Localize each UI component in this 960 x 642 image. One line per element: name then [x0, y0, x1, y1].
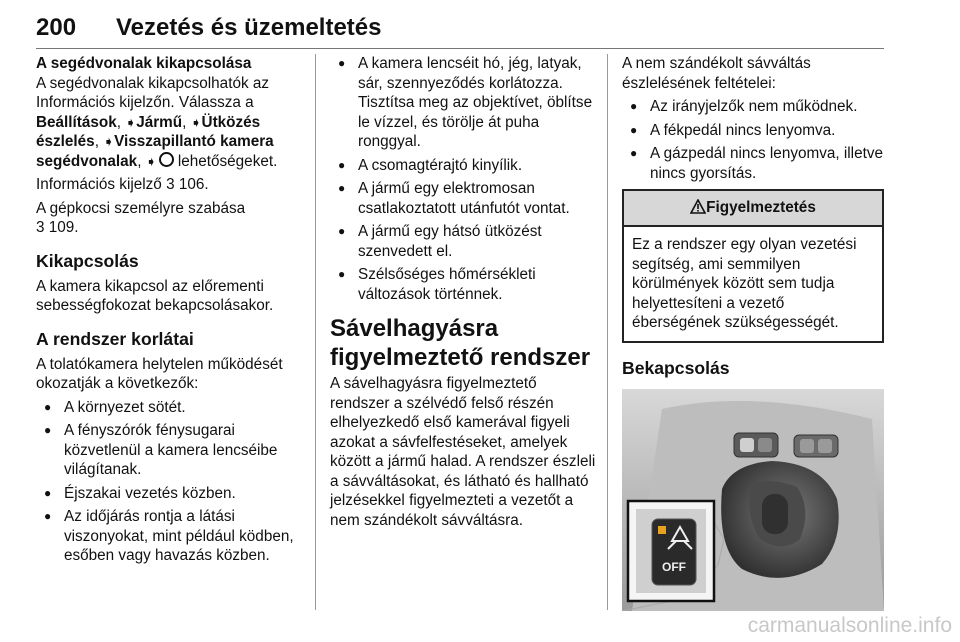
menu-rear-camera: Visszapillantó kamera segédvonalak [36, 133, 274, 170]
page-number: 200 [36, 14, 77, 41]
page-header [36, 14, 884, 49]
heading-guides-off: A segédvonalak kikapcsolása [36, 55, 252, 72]
limits-list-continued [330, 54, 600, 304]
conditions-intro: A nem szándékolt sávváltás észlelésének feltételei: [622, 55, 811, 92]
column-2 [330, 54, 600, 530]
list-item: ● A jármű egy elektromosan csatlakoztatott utánfutót vontat. [330, 179, 600, 218]
heading-activation: Bekapcsolás [622, 357, 730, 378]
ref-arrow-icon: 3 [166, 176, 175, 193]
list-item: ● Éjszakai vezetés közben. [36, 484, 308, 504]
lane-text: A sávelhagyásra figyelmeztető rendszer a szélvédő felső részén elhelyezkedő első kamerával figyeli azokat a sávfelfestéseket, amelyek között a jármű halad. A rendszer észleli a sávváltásokat, és látható és hallható jelzésekkel figyelmezteti a vezetőt a nem szándékolt sávváltásra. [330, 375, 596, 529]
warning-body [624, 227, 882, 341]
menu-settings: Beállítások [36, 113, 117, 131]
warning-triangle-icon [690, 199, 706, 214]
off-button-label: OFF [662, 559, 686, 574]
warning-text: Ez a rendszer egy olyan vezetési segítség, ami semmilyen körülmények között sem tudja helyettesíteni a vezető éberségének szükségességét. [632, 236, 857, 331]
ref-arrow-icon: 3 [36, 219, 45, 236]
warning-header [624, 191, 882, 227]
limits-list [36, 398, 308, 566]
list-item: ● Az irányjelzők nem működnek. [622, 97, 884, 117]
column-3 [622, 54, 884, 611]
center-console-illustration [622, 389, 884, 611]
warning-title: Figyelmeztetés [706, 199, 816, 216]
arrow-icon: ➧ [145, 153, 157, 169]
heading-deactivation: Kikapcsolás [36, 250, 139, 271]
list-item: ● A fényszórók fénysugarai közvetlenül a kamera lencséibe világítanak. [36, 421, 308, 480]
personalization-ref: A gépkocsi személyre szabása 3 109. [36, 199, 246, 236]
arrow-icon: ➧ [103, 134, 115, 149]
deactivation-text: A kamera kikapcsol az előrementi sebességfokozat bekapcsolásakor. [36, 277, 274, 314]
column-divider [315, 54, 316, 610]
arrow-icon: ➧ [125, 114, 137, 130]
page-title: Vezetés és üzemeltetés [116, 14, 382, 41]
watermark: carmanualsonline.info [747, 614, 952, 637]
list-item: ● A kamera lencséit hó, jég, latyak, sár, szennyeződés korlátozza. Tisztítsa meg az objektívet, öblítse le vízzel, és törölje át puha ronggyal. [330, 54, 600, 152]
menu-vehicle: Jármű [136, 113, 183, 131]
list-item: ● A jármű egy hátsó ütközést szenvedett el. [330, 222, 600, 261]
console-photo [622, 389, 884, 611]
column-1 [36, 54, 308, 566]
guides-paragraph: A segédvonalak kikapcsolhatók az Információs kijelzőn. Válassza a Beállítások, ➧Jármű, ➧Ütközés észlelés, ➧Visszapillantó kamera segédvonalak, ➧ lehetőségeket. [36, 74, 278, 170]
heading-limits: A rendszer korlátai [36, 328, 194, 349]
warning-box [622, 189, 884, 343]
info-display-ref: Információs kijelző 3 106. [36, 176, 209, 193]
list-item: ● A környezet sötét. [36, 398, 308, 418]
menu-collision: Ütközés észlelés [36, 113, 261, 150]
list-item: ● Szélsőséges hőmérsékleti változások történnek. [330, 265, 600, 304]
conditions-list [622, 97, 884, 183]
list-item: ● A csomagtérajtó kinyílik. [330, 156, 600, 176]
heading-lane-departure: Sávelhagyásra figyelmeztető rendszer [330, 315, 591, 371]
list-item: ● A gázpedál nincs lenyomva, illetve nincs gyorsítás. [622, 144, 884, 183]
list-item: ● Az időjárás rontja a látási viszonyokat, mint például ködben, esőben vagy havazás közben. [36, 507, 308, 566]
off-circle-icon [159, 152, 174, 167]
list-item: ● A fékpedál nincs lenyomva. [622, 121, 884, 141]
limits-intro: A tolatókamera helytelen működését okozatják a következők: [36, 355, 283, 392]
column-divider [607, 54, 608, 610]
arrow-icon: ➧ [190, 114, 202, 130]
